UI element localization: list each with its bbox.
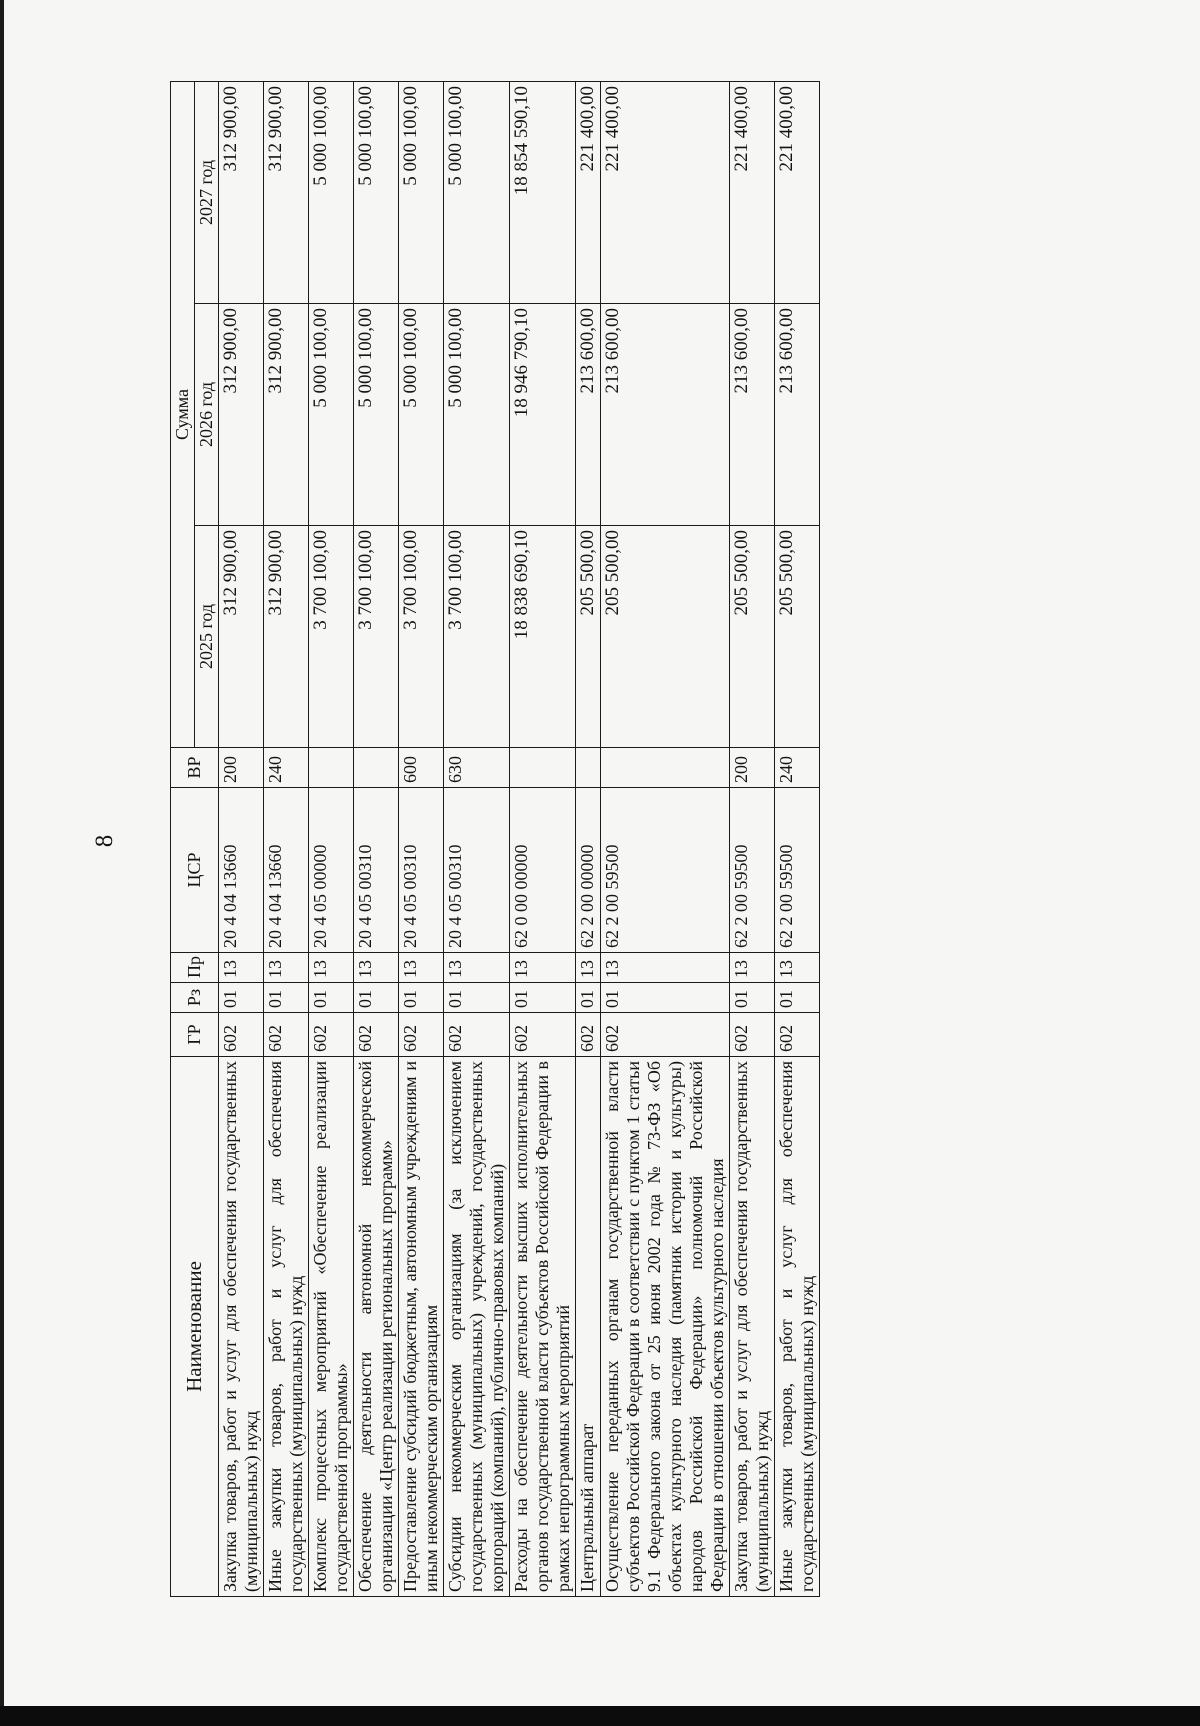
row-sum-2027: 221 400,00 (576, 81, 601, 303)
row-sum-2025: 205 500,00 (601, 526, 730, 748)
row-pr: 13 (510, 953, 576, 983)
row-rz: 01 (775, 983, 820, 1013)
row-rz: 01 (576, 983, 601, 1013)
row-gr: 602 (264, 1013, 309, 1057)
row-name: Иные закупки товаров, работ и услуг для обеспечения государственных (муниципальных) нужд (775, 1057, 820, 1597)
table-row (730, 81, 775, 1596)
row-pr: 13 (399, 953, 444, 983)
row-name: Комплекс процессных мероприятий «Обеспечение реализации государственной программы» (309, 1057, 354, 1597)
header-gr: ГР (171, 1013, 219, 1057)
header-pr: Пр (171, 953, 219, 983)
row-sum-2025: 3 700 100,00 (309, 526, 354, 748)
row-sum-2026: 213 600,00 (775, 304, 820, 526)
row-sum-2026: 5 000 100,00 (399, 304, 444, 526)
row-csr: 62 2 00 59500 (730, 788, 775, 953)
row-csr: 20 4 05 00000 (309, 788, 354, 953)
row-csr: 20 4 05 00310 (444, 788, 510, 953)
row-gr: 602 (399, 1013, 444, 1057)
table-row (444, 81, 510, 1596)
row-rz: 01 (730, 983, 775, 1013)
row-pr: 13 (601, 953, 730, 983)
row-sum-2026: 5 000 100,00 (444, 304, 510, 526)
row-vr: 600 (399, 748, 444, 788)
row-gr: 602 (510, 1013, 576, 1057)
row-vr: 240 (264, 748, 309, 788)
row-sum-2025: 3 700 100,00 (354, 526, 399, 748)
row-csr: 62 0 00 00000 (510, 788, 576, 953)
row-vr: 630 (444, 748, 510, 788)
row-vr (510, 748, 576, 788)
row-sum-2027: 5 000 100,00 (354, 81, 399, 303)
row-pr: 13 (219, 953, 264, 983)
row-gr: 602 (775, 1013, 820, 1057)
scan-bottom-edge (0, 1706, 1200, 1726)
row-rz: 01 (444, 983, 510, 1013)
row-sum-2027: 221 400,00 (730, 81, 775, 303)
row-sum-2026: 312 900,00 (264, 304, 309, 526)
header-rz: Рз (171, 983, 219, 1013)
row-vr (601, 748, 730, 788)
row-sum-2026: 213 600,00 (730, 304, 775, 526)
row-csr: 20 4 04 13660 (264, 788, 309, 953)
row-sum-2026: 213 600,00 (601, 304, 730, 526)
header-year-2027: 2027 год (195, 81, 219, 303)
row-csr: 62 2 00 00000 (576, 788, 601, 953)
row-sum-2027: 18 854 590,10 (510, 81, 576, 303)
row-pr: 13 (730, 953, 775, 983)
row-gr: 602 (354, 1013, 399, 1057)
row-rz: 01 (264, 983, 309, 1013)
row-sum-2027: 5 000 100,00 (309, 81, 354, 303)
table-row (576, 81, 601, 1596)
scan-edge (0, 0, 4, 1726)
row-sum-2025: 205 500,00 (730, 526, 775, 748)
row-gr: 602 (444, 1013, 510, 1057)
row-sum-2027: 221 400,00 (775, 81, 820, 303)
header-year-2025: 2025 год (195, 526, 219, 748)
row-sum-2025: 18 838 690,10 (510, 526, 576, 748)
row-gr: 602 (576, 1013, 601, 1057)
row-vr (354, 748, 399, 788)
row-csr: 20 4 05 00310 (354, 788, 399, 953)
row-rz: 01 (601, 983, 730, 1013)
row-rz: 01 (309, 983, 354, 1013)
table-row (309, 81, 354, 1596)
row-sum-2025: 312 900,00 (264, 526, 309, 748)
table-row (399, 81, 444, 1596)
row-sum-2027: 5 000 100,00 (399, 81, 444, 303)
row-sum-2027: 221 400,00 (601, 81, 730, 303)
row-csr: 62 2 00 59500 (601, 788, 730, 953)
row-vr: 240 (775, 748, 820, 788)
header-csr: ЦСР (171, 788, 219, 953)
table-row (264, 81, 309, 1596)
row-sum-2026: 5 000 100,00 (309, 304, 354, 526)
row-sum-2026: 312 900,00 (219, 304, 264, 526)
row-pr: 13 (309, 953, 354, 983)
row-sum-2025: 205 500,00 (576, 526, 601, 748)
row-pr: 13 (264, 953, 309, 983)
row-sum-2025: 205 500,00 (775, 526, 820, 748)
row-vr (576, 748, 601, 788)
row-csr: 20 4 04 13660 (219, 788, 264, 953)
row-vr: 200 (219, 748, 264, 788)
table-row (219, 81, 264, 1596)
row-name: Центральный аппарат (576, 1057, 601, 1597)
row-vr (309, 748, 354, 788)
row-sum-2025: 3 700 100,00 (444, 526, 510, 748)
row-name: Иные закупки товаров, работ и услуг для обеспечения государственных (муниципальных) нужд (264, 1057, 309, 1597)
header-name: Наименование (171, 1057, 219, 1597)
row-pr: 13 (444, 953, 510, 983)
header-year-2026: 2026 год (195, 304, 219, 526)
row-vr: 200 (730, 748, 775, 788)
row-name: Расходы на обеспечение деятельности высших исполнительных органов государственной власти субъектов Российской Федерации в рамках непрограммных мероприятий (510, 1057, 576, 1597)
row-csr: 62 2 00 59500 (775, 788, 820, 953)
row-name: Предоставление субсидий бюджетным, автономным учреждениям и иным некоммерческим организациям (399, 1057, 444, 1597)
row-csr: 20 4 05 00310 (399, 788, 444, 953)
table-row (354, 81, 399, 1596)
row-gr: 602 (730, 1013, 775, 1057)
row-sum-2027: 312 900,00 (264, 81, 309, 303)
row-sum-2027: 5 000 100,00 (444, 81, 510, 303)
row-name: Субсидии некоммерческим организациям (за исключением государственных (муниципальных) учреждений, государственных корпораций (компаний), публично-правовых компаний) (444, 1057, 510, 1597)
header-vr: ВР (171, 748, 219, 788)
page-number: 8 (91, 834, 118, 848)
row-name: Осуществление переданных органам государственной власти субъектов Российской Федерации в соответствии с пунктом 1 статьи 9.1 Федерального закона от 25 июня 2002 года № 73-ФЗ «Об объектах культурного наследия (памятник истории и культуры) народов Российской Федерации» полномочий Российской Федерации в отношении объектов культурного наследия (601, 1057, 730, 1597)
row-sum-2026: 5 000 100,00 (354, 304, 399, 526)
row-gr: 602 (309, 1013, 354, 1057)
table-row (775, 81, 820, 1596)
row-pr: 13 (354, 953, 399, 983)
budget-table (170, 81, 820, 1597)
row-gr: 602 (601, 1013, 730, 1057)
row-rz: 01 (219, 983, 264, 1013)
row-rz: 01 (354, 983, 399, 1013)
budget-table-container (170, 82, 1110, 1597)
row-sum-2025: 3 700 100,00 (399, 526, 444, 748)
row-gr: 602 (219, 1013, 264, 1057)
row-sum-2025: 312 900,00 (219, 526, 264, 748)
row-sum-2026: 213 600,00 (576, 304, 601, 526)
row-rz: 01 (399, 983, 444, 1013)
row-pr: 13 (775, 953, 820, 983)
row-pr: 13 (576, 953, 601, 983)
row-sum-2027: 312 900,00 (219, 81, 264, 303)
table-row (510, 81, 576, 1596)
row-name: Закупка товаров, работ и услуг для обеспечения государственных (муниципальных) нужд (219, 1057, 264, 1597)
row-rz: 01 (510, 983, 576, 1013)
table-row (601, 81, 730, 1596)
header-sum: Сумма (171, 81, 195, 747)
row-name: Закупка товаров, работ и услуг для обеспечения государственных (муниципальных) нужд (730, 1057, 775, 1597)
row-sum-2026: 18 946 790,10 (510, 304, 576, 526)
row-name: Обеспечение деятельности автономной некоммерческой организации «Центр реализации региональных программ» (354, 1057, 399, 1597)
